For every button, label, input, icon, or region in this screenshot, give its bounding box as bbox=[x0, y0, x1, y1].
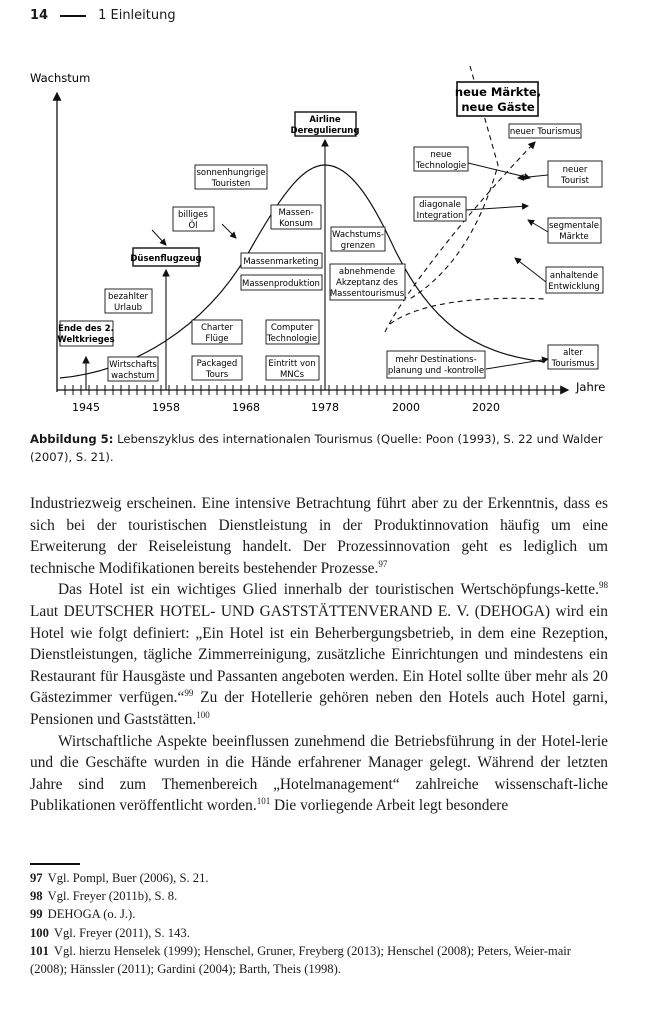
footnotes bbox=[30, 869, 610, 978]
label-ende-2: Weltkrieges bbox=[57, 335, 115, 345]
fn-num: 98 bbox=[30, 889, 43, 904]
year-1958: 1958 bbox=[152, 401, 180, 414]
arrow-anhaltende bbox=[515, 258, 546, 282]
label-neuer-tourist-1: neuer bbox=[562, 165, 588, 175]
paragraph-3 bbox=[30, 731, 608, 817]
fn-num: 99 bbox=[30, 907, 43, 922]
label-neue-maerkte-2: neue Gäste bbox=[461, 100, 535, 114]
paragraph-2 bbox=[30, 579, 608, 730]
label-diagonale-2: Integration bbox=[416, 211, 464, 221]
footnote-97 bbox=[30, 869, 610, 887]
running-header bbox=[30, 8, 176, 23]
label-neue-tech-2: Technologie bbox=[415, 161, 467, 171]
label-packaged-2: Tours bbox=[205, 370, 229, 380]
p3a-text: Wirtschaftliche Aspekte beeinflussen zunehmend die Betriebsführung in der Hotel-lerie und die Geschäfte wurden in die Hände erfahrener Manager gelegt. Während der letzten Jahre sind zum Themenbereich „Hotelmanagement“ zahlreiche wissenschaft-liche Publikationen veröffentlicht worden. bbox=[30, 732, 608, 815]
label-massen-1: Massen- bbox=[278, 208, 314, 218]
footnote-rule bbox=[30, 863, 80, 865]
label-eintritt-1: Eintritt von bbox=[268, 359, 316, 369]
footnote-ref-100[interactable]: 100 bbox=[196, 709, 210, 720]
fn-text: Vgl. hierzu Henselek (1999); Henschel, Gruner, Freyberg (2013); Henschel (2008); Peters, Weier-mair (2008); Hänssler (2011); Gardini (2004); Barth, Theis (1998). bbox=[30, 943, 571, 977]
label-grenzen-2: grenzen bbox=[340, 241, 376, 251]
footnote-ref-101[interactable]: 101 bbox=[256, 796, 271, 807]
arrow-sonnen bbox=[222, 224, 236, 238]
p2b-text: Laut DEUTSCHER HOTEL- UND GASTSTÄTTENVERAND E. V. (DEHOGA) wird ein Hotel wie folgt definiert: „Ein Hotel ist ein Beherbergungsbetrieb, in dem eine Rezeption, Dienstleistungen, tägliche Zimmerreinigung, zusätzliche Einrichtungen und mindestens ein Restaurant für Hausgäste und Passanten angeboten werden. Ein Hotel sollte über mehr als 20 Gästezimmer verfügen.“ bbox=[30, 602, 608, 707]
p2a-text: Das Hotel ist ein wichtiges Glied innerhalb der touristischen Wertschöpfungs-kette. bbox=[58, 581, 599, 599]
fn-text: Vgl. Freyer (2011b), S. 8. bbox=[47, 889, 178, 904]
label-segmentale-1: segmentale bbox=[548, 221, 600, 231]
fn-num: 97 bbox=[30, 871, 43, 885]
label-charter-1: Charter bbox=[200, 323, 234, 333]
arrow-destinations bbox=[486, 359, 548, 369]
arrow-segmentale bbox=[528, 220, 548, 232]
body-text bbox=[30, 493, 608, 817]
caption-text: Lebenszyklus des internationalen Tourismus (Quelle: Poon (1993), S. 22 und Walder (2007), S. 21). bbox=[30, 432, 603, 464]
label-massenmarketing: Massenmarketing bbox=[243, 257, 319, 267]
figure-caption bbox=[30, 430, 610, 466]
label-diagonale-1: diagonale bbox=[419, 200, 461, 210]
fn-text: Vgl. Freyer (2011), S. 143. bbox=[53, 925, 190, 940]
new-tourism-curve-2 bbox=[390, 298, 545, 324]
label-airline-1: Airline bbox=[309, 115, 341, 125]
label-segmentale-2: Märkte bbox=[559, 232, 589, 242]
paragraph-1 bbox=[30, 493, 608, 579]
label-sonnen-2: Touristen bbox=[211, 179, 251, 189]
fn-text: DEHOGA (o. J.). bbox=[47, 907, 136, 922]
footnote-ref-97[interactable]: 97 bbox=[378, 558, 388, 569]
footnote-99 bbox=[30, 905, 610, 923]
page-number: 14 bbox=[30, 8, 49, 23]
tourism-lifecycle-figure bbox=[0, 60, 653, 420]
label-neuer-tourismus: neuer Tourismus bbox=[509, 127, 581, 137]
label-urlaub-2: Urlaub bbox=[113, 303, 143, 313]
label-massen-2: Konsum bbox=[279, 219, 313, 229]
label-computer-1: Computer bbox=[270, 323, 314, 333]
label-alter-1: alter bbox=[563, 348, 583, 358]
label-computer-2: Technologie bbox=[266, 334, 318, 344]
arrow-neue-tech bbox=[468, 163, 530, 178]
label-anhaltende-2: Entwicklung bbox=[548, 282, 600, 292]
arrow-oel bbox=[152, 230, 166, 245]
label-massenproduktion: Massenproduktion bbox=[242, 279, 320, 289]
footnote-100 bbox=[30, 924, 610, 942]
label-airline-2: Deregulierung bbox=[290, 126, 360, 136]
caption-label: Abbildung 5: bbox=[30, 432, 114, 446]
label-packaged-1: Packaged bbox=[196, 359, 238, 369]
label-destinations-1: mehr Destinations- bbox=[395, 355, 477, 365]
footnote-ref-98[interactable]: 98 bbox=[599, 580, 608, 591]
label-duesen: Düsenflugzeug bbox=[130, 254, 202, 264]
label-ende-1: Ende des 2. bbox=[58, 324, 114, 334]
label-eintritt-2: MNCs bbox=[279, 370, 305, 380]
label-neuer-tourist-2: Tourist bbox=[561, 176, 589, 186]
footnote-98 bbox=[30, 887, 610, 905]
year-2000: 2000 bbox=[392, 401, 420, 414]
label-oel-2: Öl bbox=[188, 221, 198, 231]
year-1978: 1978 bbox=[311, 401, 339, 414]
label-wirtschaft-2: wachstum bbox=[111, 371, 155, 381]
label-akzeptanz-1: abnehmende bbox=[338, 267, 396, 277]
label-oel-1: billiges bbox=[178, 210, 208, 220]
fn-text: Vgl. Pompl, Buer (2006), S. 21. bbox=[47, 871, 209, 885]
chapter-title: 1 Einleitung bbox=[98, 8, 176, 23]
lifecycle-curve bbox=[60, 165, 545, 378]
p2c-text: Zu der Hotellerie gehören neben den Hotels auch Hotel garni, Pensionen und Gaststätten. bbox=[30, 689, 608, 728]
year-1968: 1968 bbox=[232, 401, 260, 414]
label-anhaltende-1: anhaltende bbox=[549, 271, 599, 281]
header-rule bbox=[60, 15, 86, 17]
footnote-101 bbox=[30, 942, 610, 978]
label-charter-2: Flüge bbox=[205, 334, 229, 344]
label-neue-tech-1: neue bbox=[430, 150, 452, 160]
footnote-ref-99[interactable]: 99 bbox=[184, 688, 194, 699]
label-sonnen-1: sonnenhungrige bbox=[196, 168, 266, 178]
y-axis-label: Wachstum bbox=[30, 71, 91, 85]
year-2020: 2020 bbox=[472, 401, 500, 414]
label-urlaub-1: bezahlter bbox=[107, 292, 149, 302]
p3b-text: Die vorliegende Arbeit legt besondere bbox=[270, 797, 509, 815]
label-destinations-2: planung und -kontrolle bbox=[387, 366, 485, 376]
p1-text: Industriezweig erscheinen. Eine intensive Betrachtung führt aber zu der Erkenntnis, dass es sich bei der touristischen Dienstleistung in der Produktinnovation häufig um eine Erweiterung der Reiseleistung handelt. Der Prozessinnovation geht es lediglich um technische Modifikationen bereits bestehender Prozesse. bbox=[30, 495, 608, 577]
fn-num: 101 bbox=[30, 943, 49, 958]
x-axis-label: Jahre bbox=[576, 380, 606, 394]
label-neue-maerkte-1: neue Märkte, bbox=[454, 85, 542, 99]
fn-num: 100 bbox=[30, 925, 49, 940]
year-1945: 1945 bbox=[72, 401, 100, 414]
label-wirtschaft-1: Wirtschafts bbox=[109, 360, 157, 370]
label-alter-2: Tourismus bbox=[551, 359, 595, 369]
label-grenzen-1: Wachstums- bbox=[331, 230, 385, 240]
label-akzeptanz-3: Massentourismus bbox=[329, 289, 405, 299]
label-akzeptanz-2: Akzeptanz des bbox=[336, 278, 398, 288]
